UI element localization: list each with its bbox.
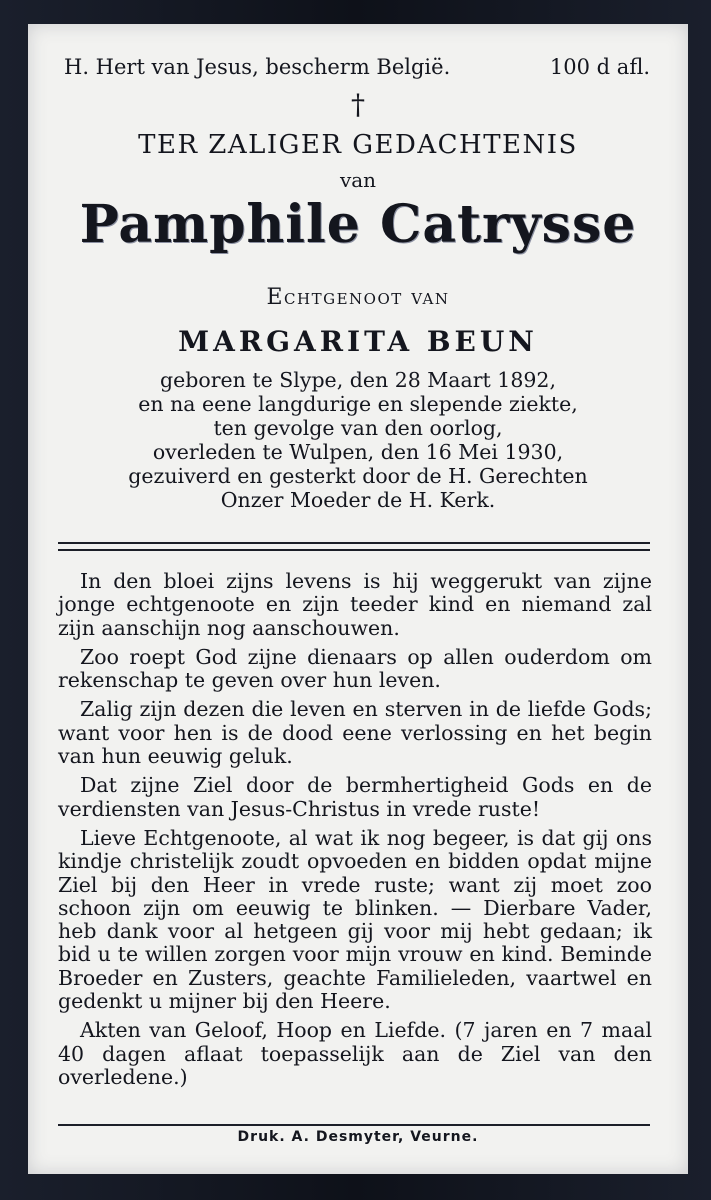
memorial-card	[28, 24, 688, 1174]
bottom-divider	[58, 1124, 650, 1126]
paragraph: Zalig zijn dezen die leven en sterven in de liefde Gods; want voor hen is de dood eene verlossing en het begin van hun eeuwig geluk.	[58, 697, 652, 769]
header-prayer: H. Hert van Jesus, bescherm België.	[64, 55, 451, 79]
paragraph: Dat zijne Ziel door de bermhertigheid Gods en de verdiensten van Jesus-Christus in vrede ruste!	[58, 773, 652, 821]
memorial-heading: TER ZALIGER GEDACHTENIS	[138, 130, 578, 160]
bio-line: geboren te Slype, den 28 Maart 1892,	[160, 368, 556, 392]
deceased-name: Pamphile Catrysse	[79, 194, 637, 255]
bio-line: gezuiverd en gesterkt door de H. Gerechten	[128, 464, 588, 488]
van-label: van	[339, 168, 377, 192]
spouse-name: MARGARITA BEUN	[178, 325, 538, 358]
memorial-text	[58, 570, 652, 1089]
paragraph: Zoo roept God zijne dienaars op allen ouderdom om rekenschap te geven over hun leven.	[58, 644, 652, 693]
bio-line: ten gevolge van den oorlog,	[213, 416, 503, 440]
paragraph: Lieve Echtgenoote, al wat ik nog begeer, is dat gij ons kindje christelijk zoudt opvoeden en bidden opdat mijne Ziel bij den Heer in vrede ruste; want zij moet zoo schoon zijn om eeuwig te blinken. — Dierbare Vader, heb dank voor al hetgeen gij voor mij hebt gedaan; ik bid u te willen zorgen voor mijn vrouw en kind. Beminde Broeder en Zusters, geachte Familieleden, vaartwel en gedenkt u mijner bij den Heere.	[58, 825, 652, 1014]
spouse-label: Echtgenoot van	[266, 285, 450, 310]
bio-line: overleden te Wulpen, den 16 Mei 1930,	[152, 440, 564, 464]
printer-credit: Druk. A. Desmyter, Veurne.	[237, 1129, 479, 1145]
paragraph: Akten van Geloof, Hoop en Liefde. (7 jaren en 7 maal 40 dagen aflaat toepasselijk aan de Ziel van den overledene.)	[58, 1018, 652, 1089]
paragraph: In den bloei zijns levens is hij weggerukt van zijne jonge echtgenoote en zijn teeder kind en niemand zal zijn aanschijn nog aanschouwen.	[58, 569, 652, 640]
biography	[68, 368, 648, 512]
double-divider	[58, 542, 650, 551]
bio-line: Onzer Moeder de H. Kerk.	[220, 488, 496, 512]
bio-line: en na eene langdurige en slepende ziekte,	[138, 392, 578, 416]
cross-icon: †	[351, 88, 365, 121]
header-indulgence: 100 d afl.	[549, 55, 650, 79]
